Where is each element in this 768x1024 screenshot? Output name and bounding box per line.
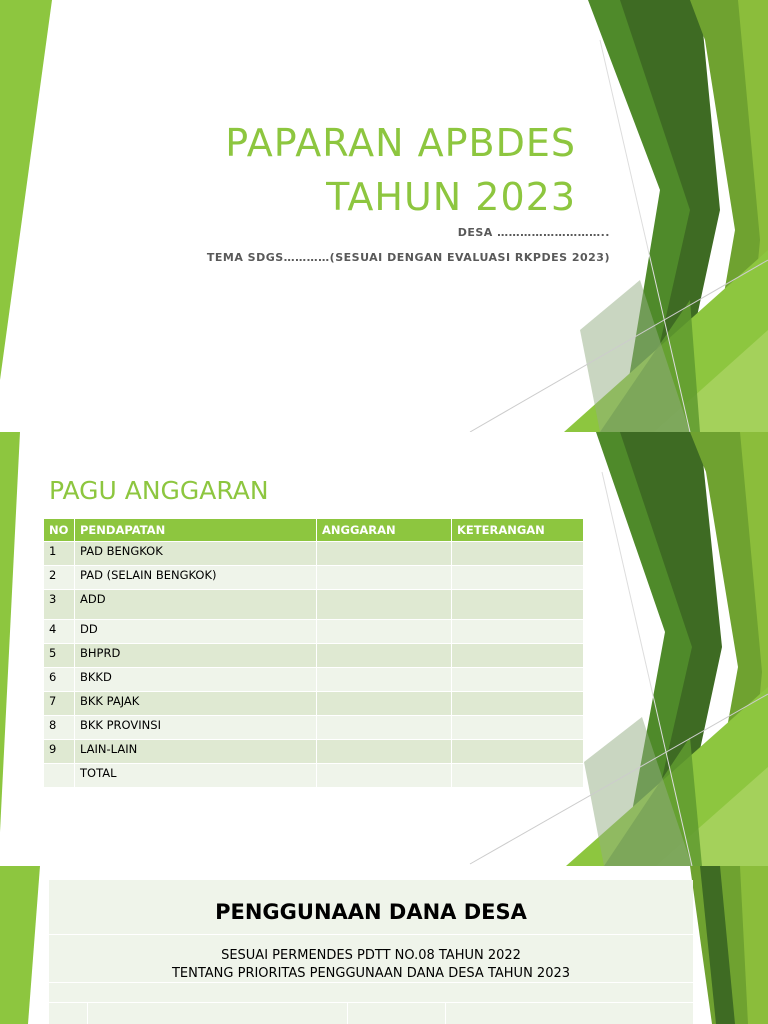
table-row <box>44 716 584 740</box>
cell-no: 9 <box>44 740 75 764</box>
cell-keterangan <box>452 668 584 692</box>
cell-no: 5 <box>44 644 75 668</box>
title-line-2: TAHUN 2023 <box>326 175 576 219</box>
cell-pendapatan: BHPRD <box>75 644 317 668</box>
table-row <box>44 668 584 692</box>
cell-anggaran <box>317 740 452 764</box>
cell-no <box>44 764 75 788</box>
table-row <box>44 740 584 764</box>
cell-anggaran <box>317 764 452 788</box>
cell-pendapatan: TOTAL <box>75 764 317 788</box>
column-header-pendapatan: PENDAPATAN <box>75 519 317 542</box>
cell-anggaran <box>317 716 452 740</box>
table-row <box>44 644 584 668</box>
cell-pendapatan: PAD BENGKOK <box>75 542 317 566</box>
cell-anggaran <box>317 692 452 716</box>
budget-table <box>43 518 584 788</box>
table-row-total <box>44 764 584 788</box>
usage-panel <box>49 880 693 1024</box>
cell-pendapatan: BKKD <box>75 668 317 692</box>
table-row <box>44 590 584 620</box>
cell-no: 4 <box>44 620 75 644</box>
column-header-anggaran: ANGGARAN <box>317 519 452 542</box>
table-row <box>44 620 584 644</box>
cell-anggaran <box>317 620 452 644</box>
cell-pendapatan: BKK PAJAK <box>75 692 317 716</box>
cell-keterangan <box>452 590 584 620</box>
cell-anggaran <box>317 644 452 668</box>
table-row <box>44 566 584 590</box>
usage-regulation-line-2: TENTANG PRIORITAS PENGGUNAAN DANA DESA TAHUN 2023 <box>171 966 571 981</box>
cell-keterangan <box>452 542 584 566</box>
cell-no: 3 <box>44 590 75 620</box>
subtitle-village: DESA ……………………….. <box>457 226 610 239</box>
cell-pendapatan: BKK PROVINSI <box>75 716 317 740</box>
cell-keterangan <box>452 716 584 740</box>
cell-no: 6 <box>44 668 75 692</box>
cell-keterangan <box>452 692 584 716</box>
cell-anggaran <box>317 566 452 590</box>
usage-slide <box>0 866 768 1024</box>
title-slide <box>0 0 768 432</box>
cell-keterangan <box>452 740 584 764</box>
column-header-keterangan: KETERANGAN <box>452 519 584 542</box>
cell-pendapatan: DD <box>75 620 317 644</box>
presentation-title <box>225 116 576 224</box>
table-header-row <box>44 519 584 542</box>
cell-keterangan <box>452 566 584 590</box>
left-accent-shape <box>0 0 52 380</box>
cell-no: 7 <box>44 692 75 716</box>
usage-heading: PENGGUNAAN DANA DESA <box>215 900 527 924</box>
cell-keterangan <box>452 764 584 788</box>
cell-pendapatan: PAD (SELAIN BENGKOK) <box>75 566 317 590</box>
cell-no: 2 <box>44 566 75 590</box>
cell-anggaran <box>317 668 452 692</box>
cell-anggaran <box>317 590 452 620</box>
column-header-no: NO <box>44 519 75 542</box>
cell-keterangan <box>452 644 584 668</box>
cell-no: 1 <box>44 542 75 566</box>
cell-pendapatan: ADD <box>75 590 317 620</box>
cell-keterangan <box>452 620 584 644</box>
table-row <box>44 542 584 566</box>
subtitle-theme: TEMA SDGS…………(SESUAI DENGAN EVALUASI RKPDES 2023) <box>206 251 610 264</box>
budget-slide <box>0 432 768 866</box>
cell-anggaran <box>317 542 452 566</box>
title-line-1: PAPARAN APBDES <box>225 121 576 165</box>
usage-regulation-line-1: SESUAI PERMENDES PDTT NO.08 TAHUN 2022 <box>221 948 521 963</box>
table-row <box>44 692 584 716</box>
cell-no: 8 <box>44 716 75 740</box>
budget-heading: PAGU ANGGARAN <box>49 476 269 505</box>
cell-pendapatan: LAIN-LAIN <box>75 740 317 764</box>
